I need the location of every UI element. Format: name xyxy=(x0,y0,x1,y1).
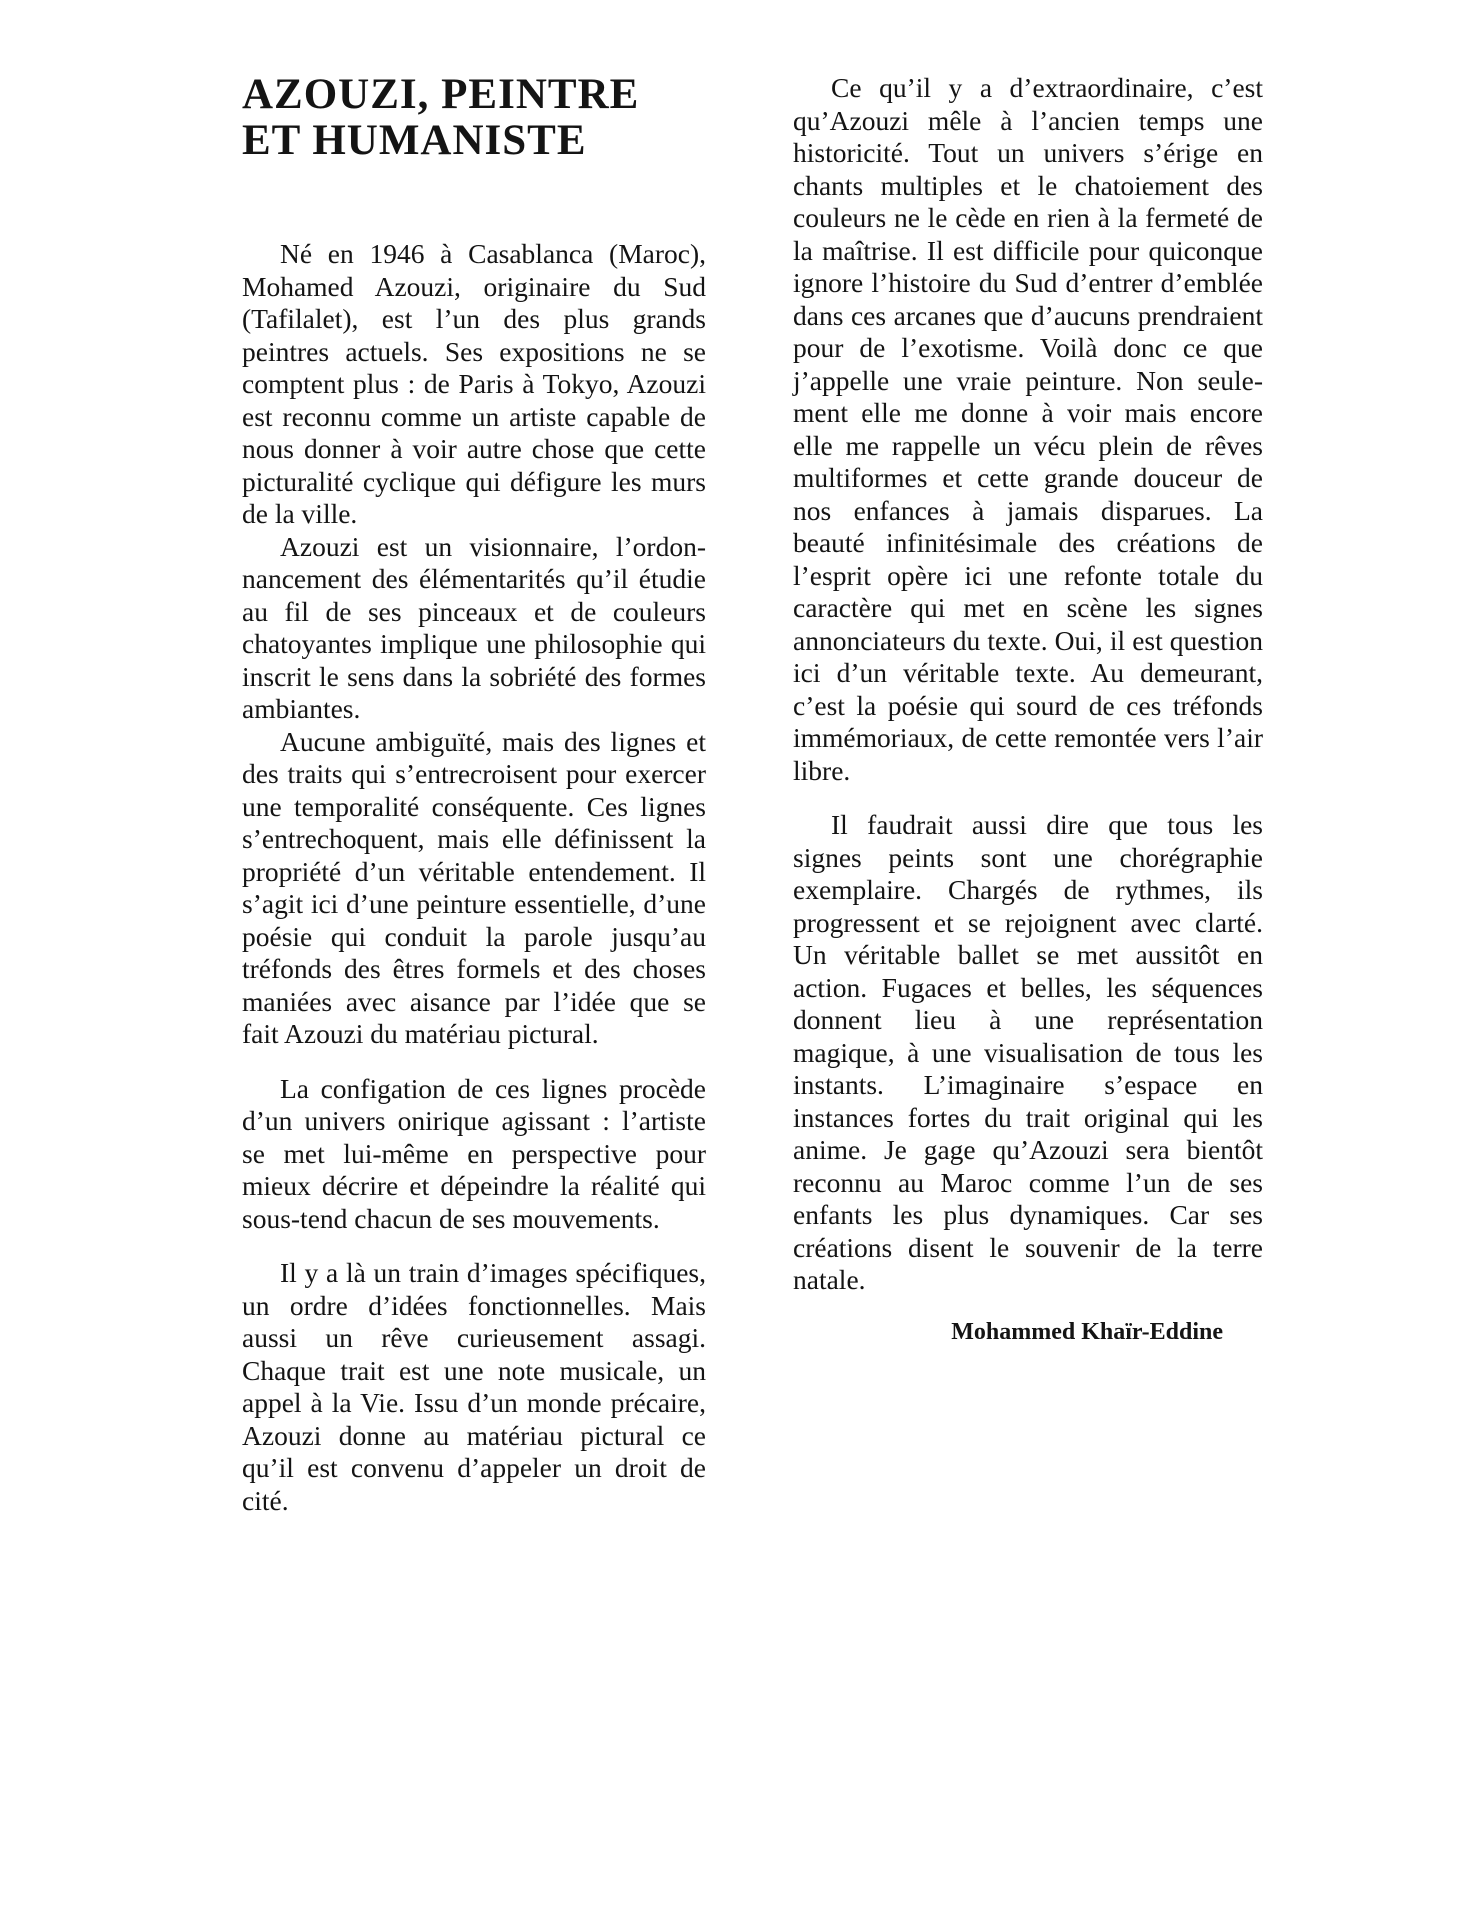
article-title-line-1: AZOUZI, PEINTRE xyxy=(242,71,640,118)
paragraph-birth: Né en 1946 à Casablanca (Maroc), Mohamed Azouzi, originaire du Sud (Tafilalet), est l’un des plus grands peintres actuels. Ses expositions ne se comptent plus : de Paris à Tokyo, Azouzi est reconnu comme un artiste capable de nous donner à voir autre chose que cette picturalité cyclique qui défigure les murs de la ville. xyxy=(242,238,706,529)
left-column xyxy=(242,72,706,1517)
paragraph-images: Il y a là un train d’images spécifiques, un ordre d’idées fonctionnelles. Mais aussi un rêve curieusement assagi. Chaque trait est une note musicale, un appel à la Vie. Issu d’un monde précaire, Azouzi donne au matériau pictural ce qu’il est convenu d’appeler un droit de cité. xyxy=(242,1257,706,1516)
paragraph-visionary: Azouzi est un visionnaire, l’ordonnancement des élémentarités qu’il étudie au fil de ses pinceaux et de couleurs chatoyantes implique une philosophie qui inscrit le sens dans la sobriété des formes ambiantes. xyxy=(242,530,706,724)
paragraph-lines: Aucune ambiguïté, mais des lignes et des traits qui s’entrecroisent pour exercer une temporalité conséquente. Ces lignes s’entrechoquent, mais elle définissent la propriété d’un véritable entendement. Il s’agit ici d’une peinture essentielle, d’une poésie qui conduit la parole jusqu’au tréfonds des êtres formels et des choses maniées avec aisance par l’idée que se fait Azouzi du matériau pictural. xyxy=(242,725,706,1049)
article-title-line-2: ET HUMANISTE xyxy=(242,117,587,164)
paragraph-extraordinary: Ce qu’il y a d’extraordinaire, c’est qu’Azouzi mêle à l’ancien temps une historicité. Tout un univers s’érige en chants multiples et le chatoiement des couleurs ne le cède en rien à la fermeté de la maîtrise. Il est difficile pour quiconque ignore l’histoire du Sud d’entrer d’emblée dans ces arcanes que d’aucuns prendraient pour de l’exotisme. Voilà donc ce que j’appelle une vraie peinture. Non seulement elle me donne à voir mais encore elle me rappelle un vécu plein de rêves multiformes et cette grande douceur de nos enfances à jamais disparues. La beauté infinitésimale des créations de l’esprit opère ici une refonte totale du caractère qui met en scène les signes annonciateurs du texte. Oui, il est question ici d’un véritable texte. Au demeurant, c’est la poésie qui sourd de ces tréfonds immémoriaux, de cette remontée vers l’air libre. xyxy=(793,72,1263,786)
paragraph-configation: La configation de ces lignes procède d’un univers onirique agissant : l’artiste se met lui-même en perspective pour mieux décrire et dépeindre la réalité qui sous-tend chacun de ses mouvements. xyxy=(242,1072,706,1234)
paragraph-choreography: Il faudrait aussi dire que tous les signes peints sont une chorégraphie exemplaire. Chargés de rythmes, ils progressent et se rejoignent avec clarté. Un véritable ballet se met aussitôt en action. Fugaces et belles, les séquences donnent lieu à une représentation magique, à une visualisation de tous les instants. L’imaginaire s’espace en instances fortes du trait original qui les anime. Je gage qu’Azouzi sera bientôt reconnu au Maroc comme l’un de ses enfants les plus dynamiques. Car ses créations disent le souvenir de la terre natale. xyxy=(793,809,1263,1295)
author-signature: Mohammed Khaïr-Eddine xyxy=(951,1318,1223,1345)
right-column xyxy=(793,72,1263,1347)
article-title xyxy=(242,72,706,164)
